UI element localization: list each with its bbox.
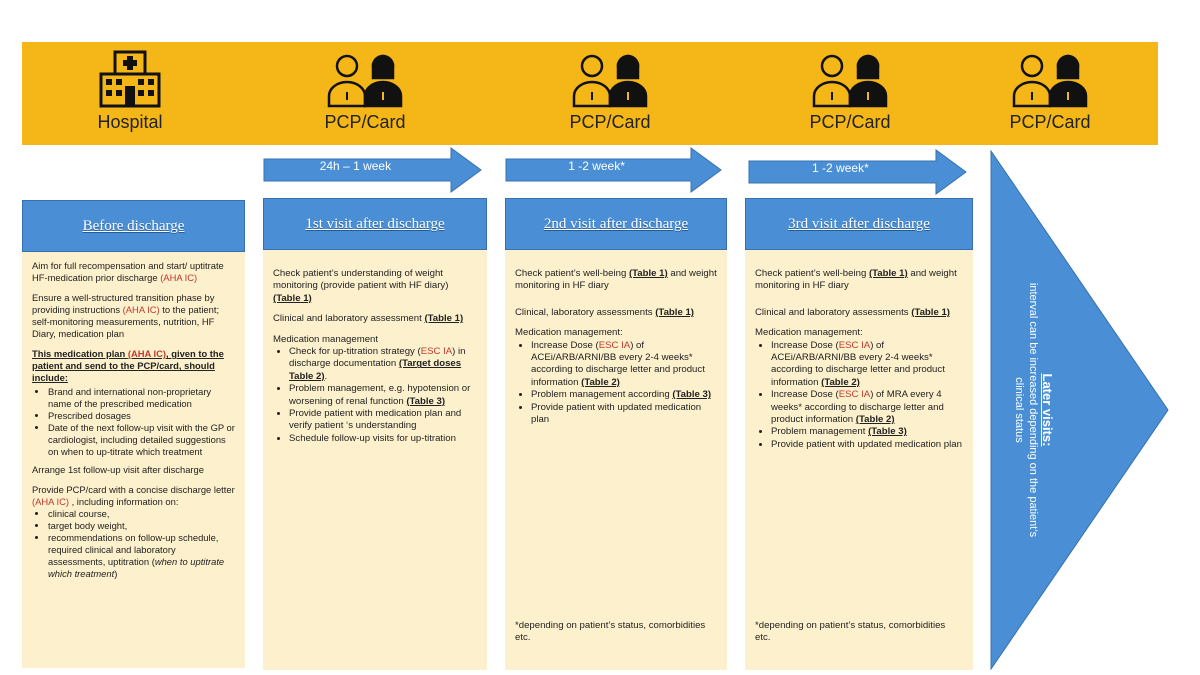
text: Clinical and laboratory assessment: [273, 313, 425, 325]
text: Medication management:: [755, 327, 863, 339]
doctors-icon: [265, 48, 465, 108]
list-item: • recommendations on follow-up schedule, required clinical and laboratory assessments, uptitration (when to uptitrate which treatment): [48, 532, 235, 580]
text: , given to the patient and send to the PCP/card, should include:: [32, 348, 224, 383]
station-pcp-3: [750, 48, 950, 133]
doctors-icon: [510, 48, 710, 108]
text: Medication management: [273, 333, 379, 345]
station-pcp-1: [265, 48, 465, 133]
panel-title: 3rd visit after discharge: [745, 198, 973, 250]
panel-title: 1st visit after discharge: [263, 198, 487, 250]
panel-title: 2nd visit after discharge: [505, 198, 727, 250]
doctors-icon: [750, 48, 950, 108]
evidence-ref: (AHA IC): [32, 496, 69, 507]
hospital-icon: [30, 48, 230, 108]
table-ref: (Table 1): [868, 268, 908, 279]
text: Clinical and laboratory assessments: [755, 306, 912, 318]
text: Aim for full recompensation and start/ uptitrate HF-medication prior discharge: [32, 260, 224, 283]
text: Check patient’s well-being: [515, 268, 629, 279]
list-item: • Schedule follow-up visits for up-titration: [289, 433, 477, 445]
list-item: • Increase Dose (ESC IA) of MRA every 4 weeks* according to discharge letter and product information (Table 2): [771, 389, 963, 426]
list-item: • target body weight,: [48, 520, 235, 532]
list-item: • Prescribed dosages: [48, 410, 235, 422]
first-visit-panel: [263, 198, 487, 670]
evidence-ref: (AHA IC): [127, 348, 167, 359]
text: This medication plan: [32, 348, 128, 359]
station-label: Hospital: [97, 112, 163, 132]
doctors-icon: [950, 48, 1150, 108]
footnote: *depending on patient’s status, comorbidities etc.: [515, 620, 706, 644]
text: Check patient’s understanding of weight monitoring (provide patient with HF diary): [273, 268, 449, 292]
text: , including information on:: [68, 496, 179, 507]
table-ref: (Table 1): [273, 292, 312, 304]
list-item: • Provide patient with updated medication plan: [771, 439, 963, 451]
interval-arrow-1: [263, 146, 483, 194]
second-visit-panel: [505, 198, 727, 670]
list-item: • Problem management according (Table 3): [531, 389, 717, 401]
station-pcp-2: [510, 48, 710, 133]
text: Ensure a well-structured transition phase by providing instructions: [32, 292, 215, 315]
station-label: PCP/Card: [324, 112, 406, 132]
table-ref: (Table 1): [424, 313, 464, 325]
text: Arrange 1st follow-up visit after discharge: [32, 464, 204, 475]
list-item: • Problem management (Table 3): [771, 426, 963, 438]
interval-arrow-2: [505, 146, 723, 194]
interval-label: 1 -2 week*: [568, 159, 625, 173]
list-item: • Provide patient with medication plan and verify patient ‘s understanding: [289, 408, 477, 433]
text: Check patient’s well-being: [755, 268, 869, 279]
text: to the patient; self-monitoring measurements, nutrition, HF Diary, medication plan: [32, 304, 220, 339]
list-item: • clinical course,: [48, 508, 235, 520]
third-visit-panel: [745, 198, 973, 670]
later-visits-title: Later visits:: [1040, 373, 1055, 447]
station-hospital: [30, 48, 230, 133]
station-label: PCP/Card: [569, 112, 651, 132]
interval-label: 24h – 1 week: [319, 159, 392, 173]
before-discharge-panel: [22, 200, 245, 668]
station-label: PCP/Card: [809, 112, 891, 132]
list-item: • Date of the next follow-up visit with the GP or cardiologist, including detailed suggestions on when to up-titrate which treatment: [48, 422, 235, 458]
footnote: *depending on patient’s status, comorbidities etc.: [755, 620, 946, 644]
table-ref: (Table 1): [911, 306, 950, 318]
station-pcp-4: [950, 48, 1150, 133]
text: Clinical, laboratory assessments: [515, 306, 656, 318]
panel-title: Before discharge: [22, 200, 245, 252]
evidence-ref: (AHA IC): [160, 272, 198, 283]
list-item: • Increase Dose (ESC IA) of ACEi/ARB/ARNI/BB every 2-4 weeks* according to discharge letter and product information (Table 2): [771, 340, 963, 390]
later-visits-text: interval can be increased depending on the patient’s clinical status: [1013, 282, 1039, 538]
list-item: • Increase Dose (ESC IA) of ACEi/ARB/ARNI/BB every 2-4 weeks* according to discharge letter and product information (Table 2): [531, 340, 717, 390]
text: and weight monitoring in HF diary: [755, 268, 957, 292]
interval-arrow-3: [748, 148, 968, 196]
interval-label: 1 -2 week*: [812, 161, 869, 175]
table-ref: (Table 1): [655, 306, 694, 318]
evidence-ref: (AHA IC): [122, 304, 160, 315]
text: Medication management:: [515, 327, 623, 339]
table-ref: (Table 1): [628, 268, 668, 279]
text: and weight monitoring in HF diary: [515, 268, 717, 292]
list-item: • Check for up-titration strategy (ESC IA) in discharge documentation (Target doses Table 2).: [289, 346, 477, 383]
station-label: PCP/Card: [1009, 112, 1091, 132]
text: Provide PCP/card with a concise discharge letter: [32, 484, 235, 495]
later-visits-label: [1012, 280, 1054, 540]
list-item: • Brand and international non-proprietary name of the prescribed medication: [48, 386, 235, 410]
list-item: • Problem management, e.g. hypotension or worsening of renal function (Table 3): [289, 383, 477, 408]
list-item: • Provide patient with updated medication plan: [531, 402, 717, 427]
